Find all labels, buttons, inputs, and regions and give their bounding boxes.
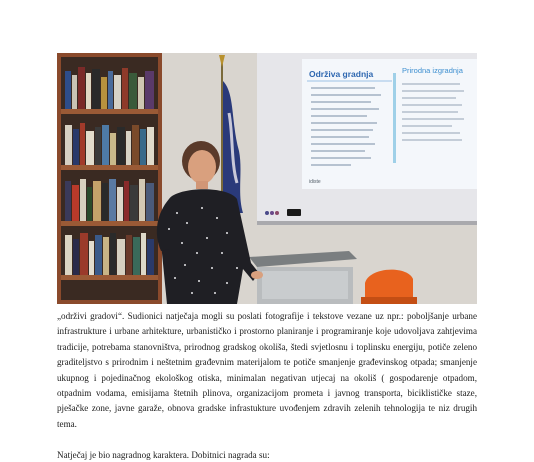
caption-paragraph: „održivi gradovi“. Sudionici natječaja mogli su poslati fotografije i tekstove vezane uz npr.: poboljšanje urbane infrastrukture i urbane arhitekture, urbanističko i prostorno planiranje i programiranje koje udovoljava zahtjevima tradicije, potrebama stanovništva, prirodnog gradskog okoliša, štedi svjetlosnu i toplinsku energiju, potiče zeleno graditeljstvo s prirodnim i neštetnim građevnim materijalom te potiče smanjenje građevinskog otpada; smanjenje ukupnog i pojedinačnog ekološkog otiska, minimalan negativan utjecaj na okoliš ( gospodarenje otpadom, otpadnim vodama, emisijama štetnih plinova, organizacijom prometa i javnog transporta, biciklističke staze, pješačke zone, javne garaže, obnova gradske infrastukture uvođenjem zdravih zelenih tehnologija te niz drugih tema.	[57, 311, 477, 429]
presenter-hand	[251, 271, 263, 279]
slide-heading-left: Održiva gradnja	[309, 69, 374, 79]
presentation-photo	[57, 53, 477, 304]
projection-screen	[257, 53, 477, 225]
marker-holder	[287, 209, 301, 216]
slide-footer: idiste	[309, 179, 321, 185]
slide-heading-right: Prirodna izgradnja	[402, 66, 463, 75]
bookshelf	[57, 53, 162, 304]
podium	[249, 251, 357, 304]
closing-paragraph: Natječaj je bio nagradnog karaktera. Dobitnici nagrada su:	[57, 450, 270, 460]
presenter-face	[188, 150, 216, 184]
photo-scene	[57, 53, 477, 304]
